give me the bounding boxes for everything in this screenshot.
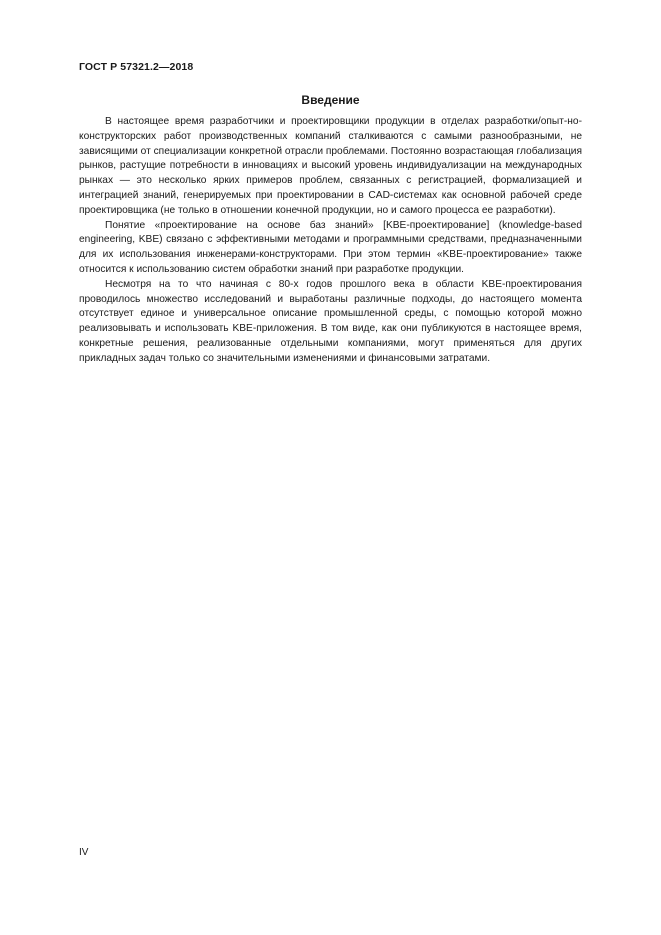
document-header-standard-id: ГОСТ Р 57321.2—2018 <box>79 61 194 73</box>
paragraph: Понятие «проектирование на основе баз знаний» [KBE-проектирование] (knowledge-based engineering, KBE) связано с эффективными методами и программными средствами, предназначенными для их использования инженерами-конструкторами. При этом термин «KBE-проектирование» также относится к использованию систем обработки знаний при разработке продукции. <box>79 219 582 275</box>
paragraph: В настоящее время разработчики и проектировщики продукции в отделах разработки/опыт-но-конструкторских работ производственных компаний сталкиваются с самыми разнообразными, не зависящими от специализации конкретной отрасли проблемами. Постоянно возрастающая глобализация рынков, растущие потребности в инновациях и высокий уровень индивидуализации на международных рынках — это несколько ярких примеров проблем, связанных с регистрацией, формализацией и интеграцией знаний, генерируемых при проектировании в CAD-системах как основной рабочей среде проектировщика (не только в отношении конечной продукции, но и самого процесса ее разработки). <box>79 116 582 216</box>
section-title: Введение <box>301 93 360 107</box>
page-number: IV <box>79 847 89 858</box>
paragraph: Несмотря на то что начиная с 80-х годов прошлого века в области KBE-проектирования проводилось множество исследований и выработаны различные подходы, до настоящего момента отсутствует единое и универсальное описание промышленной среды, с помощью которой можно реализовывать и использовать KBE-приложения. В том виде, как они публикуются в настоящее время, конкретные решения, реализованные отдельными компаниями, могут применяться для других прикладных задач только со значительными изменениями и финансовыми затратами. <box>79 278 582 364</box>
body-text <box>79 115 582 367</box>
